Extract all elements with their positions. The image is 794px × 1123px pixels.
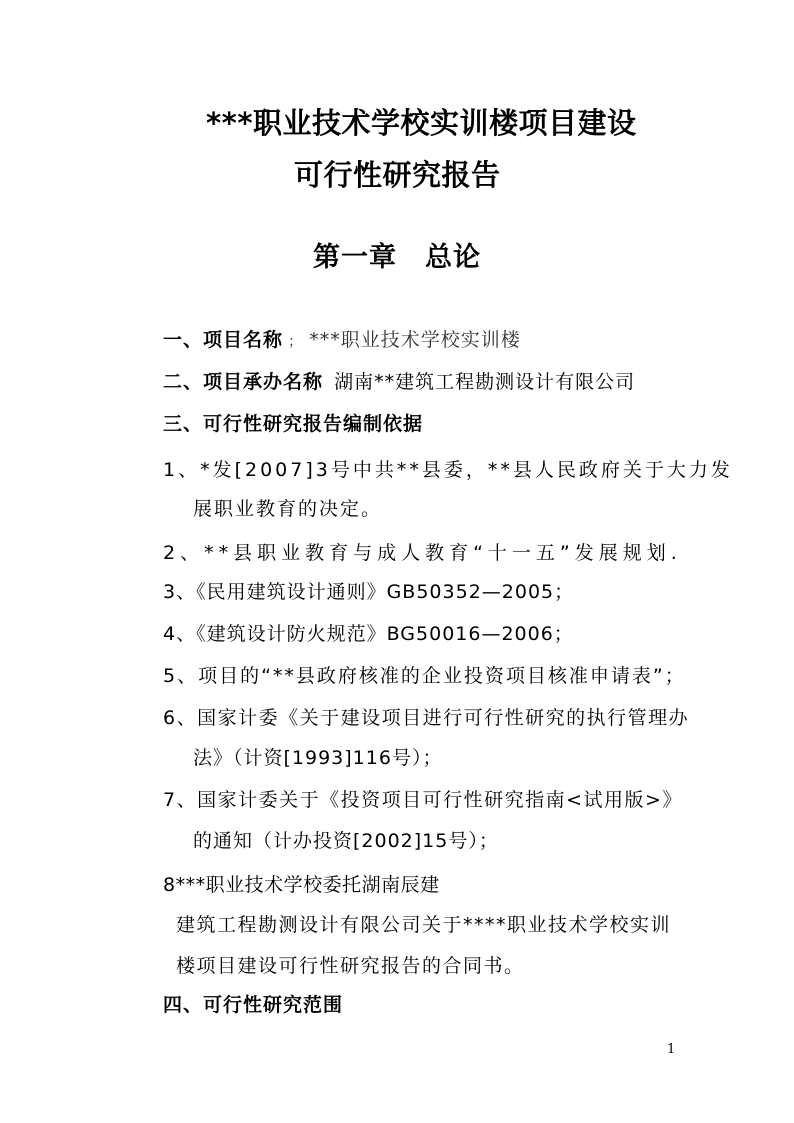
section-1-heading: 一、项目名称 bbox=[163, 329, 284, 351]
basis-item-1-line-2: 展职业教育的决定。 bbox=[193, 498, 383, 520]
basis-item-8-line-3: 楼项目建设可行性研究报告的合同书。 bbox=[176, 955, 525, 977]
basis-item-7-line-2: 的通知（计办投资[2002]15号）； bbox=[193, 830, 499, 852]
section-2-heading: 二、项目承办名称 bbox=[163, 371, 324, 393]
document-title-line-1: ***职业技术学校实训楼项目建设 bbox=[206, 106, 637, 140]
basis-item-6-line-1: 6、国家计委《关于建设项目进行可行性研究的执行管理办 bbox=[163, 707, 690, 729]
document-title-line-2: 可行性研究报告 bbox=[294, 158, 501, 192]
chapter-heading: 第一章 总论 bbox=[313, 242, 481, 273]
section-4-heading: 四、可行性研究范围 bbox=[163, 994, 344, 1016]
basis-item-7-line-1: 7、国家计委关于《投资项目可行性研究指南<试用版>》 bbox=[163, 789, 683, 811]
section-1-separator: ； bbox=[288, 334, 305, 350]
section-3-heading: 三、可行性研究报告编制依据 bbox=[163, 413, 424, 435]
basis-item-3: 3、《民用建筑设计通则》GB50352—2005； bbox=[163, 581, 575, 603]
section-2 bbox=[163, 367, 635, 394]
section-2-value: 湖南**建筑工程勘测设计有限公司 bbox=[334, 371, 636, 393]
basis-item-6-line-2: 法》（计资[1993]116号）； bbox=[193, 747, 443, 769]
basis-item-5: 5、项目的“**县政府核准的企业投资项目核准申请表”； bbox=[163, 665, 686, 687]
basis-item-1-line-1: 1、*发[2007]3号中共**县委，**县人民政府关于大力发 bbox=[163, 459, 733, 481]
page-number: 1 bbox=[667, 1042, 676, 1057]
section-1-value: ***职业技术学校实训楼 bbox=[309, 329, 521, 351]
section-1 bbox=[163, 325, 521, 352]
basis-item-2: 2、**县职业教育与成人教育“十一五”发展规划. bbox=[163, 542, 682, 564]
basis-item-4: 4、《建筑设计防火规范》BG50016—2006； bbox=[163, 623, 574, 645]
basis-item-8-line-1: 8***职业技术学校委托湖南辰建 bbox=[163, 874, 440, 896]
basis-item-8-line-2: 建筑工程勘测设计有限公司关于****职业技术学校实训 bbox=[176, 914, 672, 936]
